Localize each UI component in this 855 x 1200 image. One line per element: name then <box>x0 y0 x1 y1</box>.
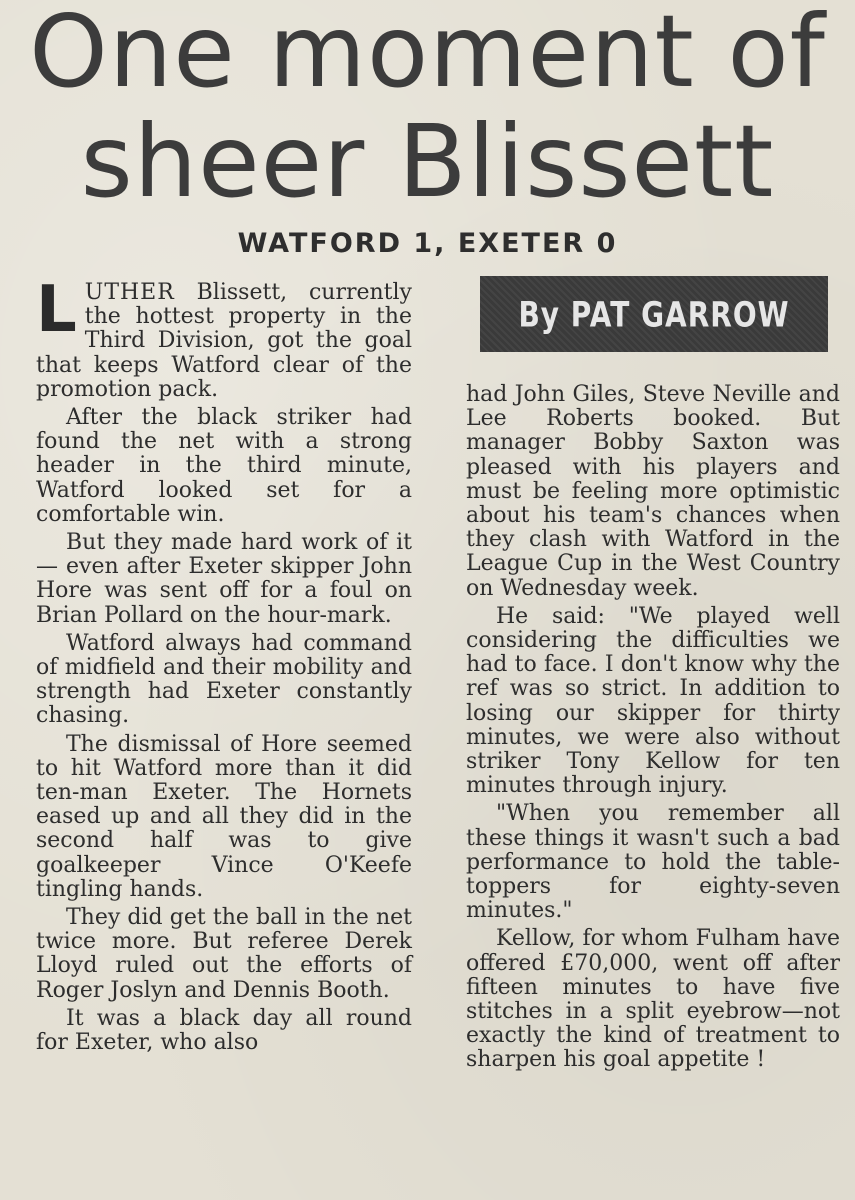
article-column-right <box>466 383 840 1077</box>
lead-caps: UTHER <box>84 280 175 305</box>
article-paragraph: "When you remember all these things it wasn't such a bad performance to hold the table-toppers for eighty-seven minutes." <box>466 801 840 924</box>
drop-cap: L <box>36 273 77 347</box>
headline-line-2: sheer Blissett <box>80 103 775 220</box>
article-paragraph: After the black striker had found the net with a strong header in the third minute, Watford looked set for a comfortable win. <box>36 405 412 527</box>
article-continuation: had John Giles, Steve Neville and Lee Roberts booked. But manager Bobby Saxton was pleased with his players and must be feeling more optimistic about his team's chances when they clash with Watford in the League Cup in the West Country on Wednesday week. <box>466 382 840 601</box>
byline: By PAT GARROW <box>518 293 790 335</box>
article-paragraph: It was a black day all round for Exeter, who also <box>36 1005 412 1056</box>
lead-text: Blissett, currently the hottest property in the Third Division, got the goal that keeps Watford clear of the promotion pack. <box>36 280 412 402</box>
headline-line-1: One moment of <box>29 0 826 110</box>
byline-box <box>480 276 828 352</box>
article-paragraph: They did get the ball in the net twice more. But referee Derek Lloyd ruled out the efforts of Roger Joslyn and Dennis Booth. <box>36 905 412 1003</box>
article-paragraph: Watford always had command of midfield and their mobility and strength had Exeter constantly chasing. <box>36 630 412 729</box>
article-column-left <box>36 273 412 1059</box>
article-paragraph: Kellow, for whom Fulham have offered £70,000, went off after fifteen minutes to have five stitches in a split eyebrow—not exactly the kind of treatment to sharpen his goal appetite ! <box>466 926 840 1073</box>
lead-paragraph <box>36 273 412 402</box>
match-score-subhead: WATFORD 1, EXETER 0 <box>237 228 618 259</box>
article-paragraph: He said: "We played well considering the difficulties we had to face. I don't know why the ref was so strict. In addition to losing our skipper for thirty minutes, we were also without striker Tony Kellow for ten minutes through injury. <box>466 603 840 799</box>
article-paragraph: The dismissal of Hore seemed to hit Watford more than it did ten-man Exeter. The Hornets eased up and all they did in the second half was to give goalkeeper Vince O'Keefe tingling hands. <box>36 731 412 902</box>
article-paragraph: But they made hard work of it — even after Exeter skipper John Hore was sent off for a foul on Brian Pollard on the hour-mark. <box>36 530 412 628</box>
